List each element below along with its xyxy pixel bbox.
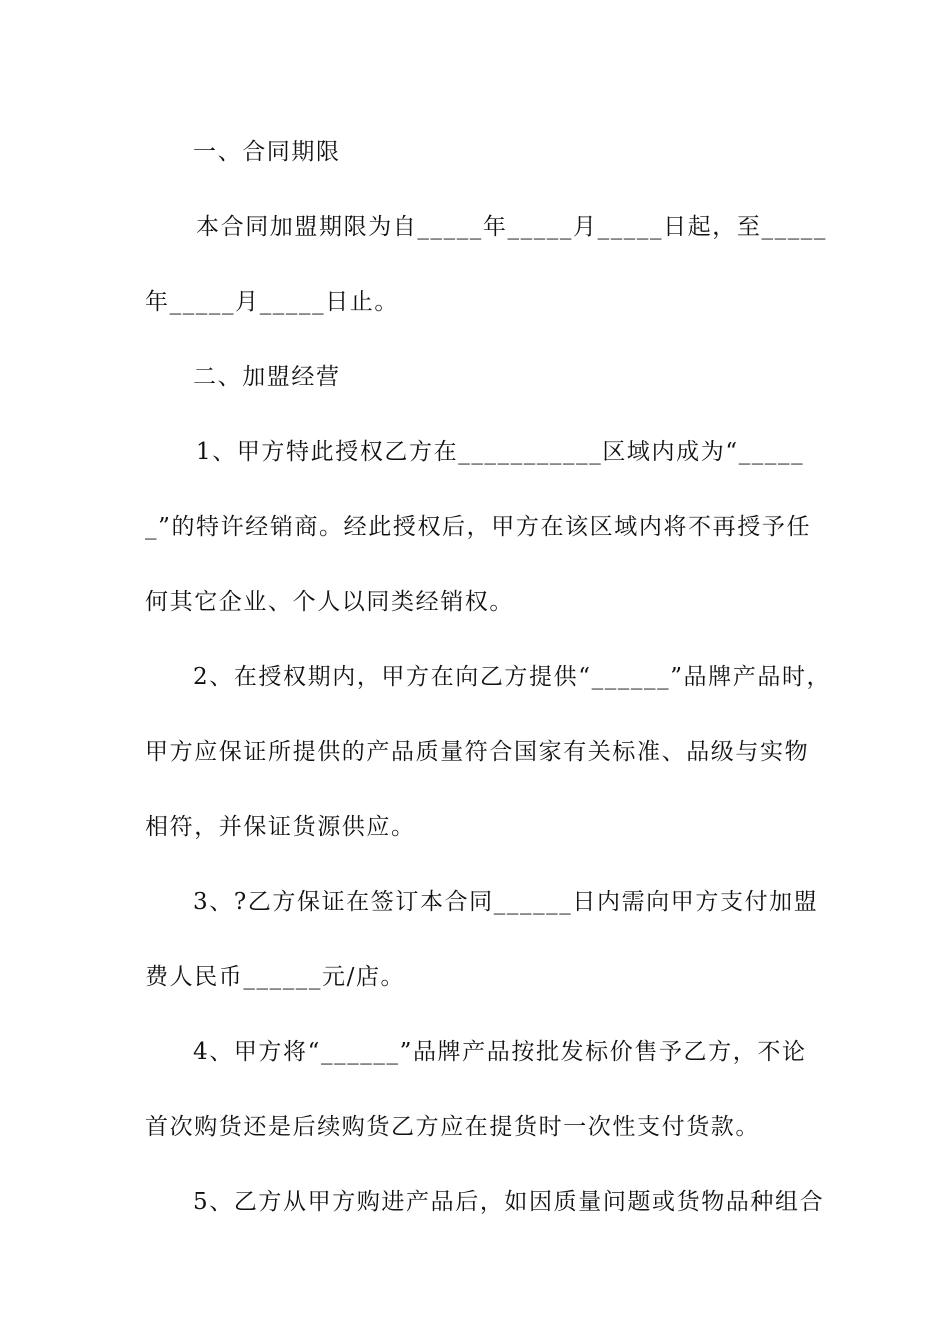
paragraph-line: _”的特许经销商。经此授权后，甲方在该区域内将不再授予任: [145, 514, 812, 540]
section-heading-term: 一、合同期限: [193, 139, 341, 165]
paragraph-line: 2、在授权期内，甲方在向乙方提供“______”品牌产品时，: [193, 664, 832, 690]
paragraph-line: 年_____月_____日止。: [145, 289, 399, 315]
paragraph-line: 3、?乙方保证在签订本合同______日内需向甲方支付加盟: [193, 889, 819, 915]
paragraph-line: 何其它企业、个人以同类经销权。: [145, 589, 514, 615]
paragraph-line: 1、甲方特此授权乙方在___________区域内成为“_____: [196, 439, 805, 465]
paragraph-line: 5、乙方从甲方购进产品后，如因质量问题或货物品种组合: [193, 1189, 825, 1215]
paragraph-line: 甲方应保证所提供的产品质量符合国家有关标准、品级与实物: [145, 739, 810, 765]
paragraph-line: 4、甲方将“______”品牌产品按批发标价售予乙方，不论: [193, 1039, 807, 1065]
paragraph-line: 首次购货还是后续购货乙方应在提货时一次性支付货款。: [145, 1114, 760, 1140]
section-heading-operation: 二、加盟经营: [193, 364, 341, 390]
paragraph-line: 本合同加盟期限为自_____年_____月_____日起，至_____: [196, 214, 827, 240]
paragraph-line: 相符，并保证货源供应。: [145, 814, 416, 840]
paragraph-line: 费人民币______元/店。: [145, 964, 406, 990]
